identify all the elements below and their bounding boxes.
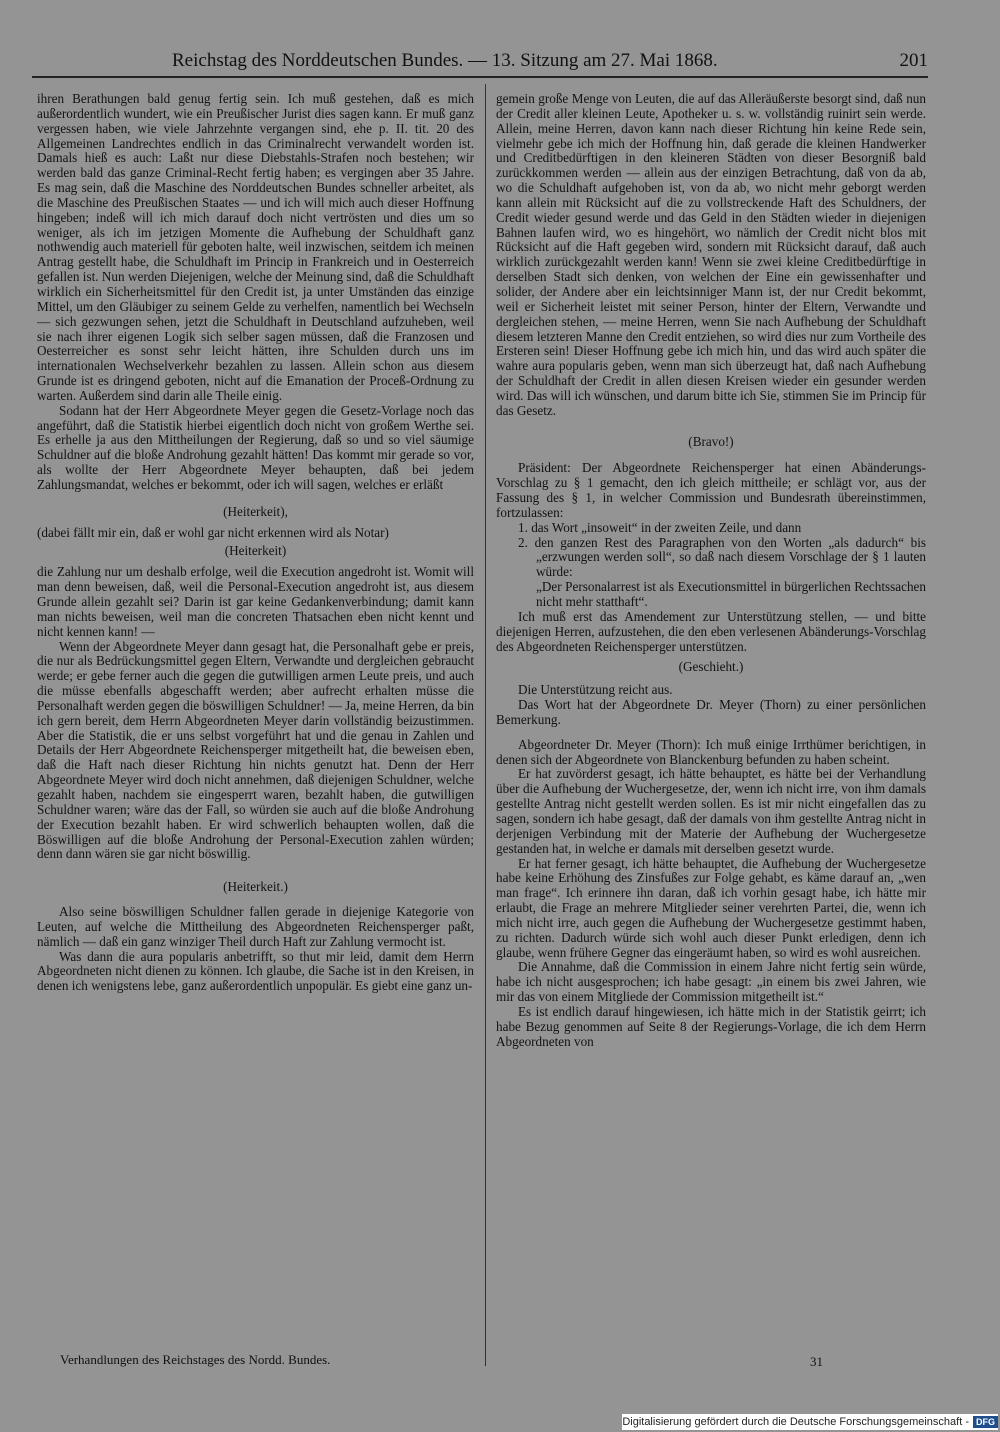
right-column — [496, 92, 926, 1049]
digitization-credit — [622, 1414, 998, 1430]
paragraph: gemein große Menge von Leuten, die auf das Alleräußerste besorgt sind, daß nun der Credit aller kleinen Leute, Apotheker u. s. w. vollständig ruinirt sein werde. Allein, meine Herren, davon kann nach dieser Richtung hin keine Rede sein, vielmehr gebe ich mich der Hoffnung hin, daß gerade die kleinen Handwerker und Creditbedürftigen in den kleineren Städten von dieser Besorgniß bald zurückkommen werden — allein aus der einzigen Betrachtung, daß von da ab, wo die Schuldhaft aufgehoben ist, von da ab, wo nicht mehr geborgt werden kann allein mit Rücksicht auf die zu vollstreckende Haft des Schuldners, der Credit wieder gesund werde und das Geld in den Städten wieder in diejenigen Bahnen laufen wird, wo es hingehört, wo nämlich der Credit nicht blos mit Rücksicht auf die Haft gegeben wird, sondern mit Rücksicht darauf, daß auch wirklich zurückgezahlt werden kann! Wenn sie zwei kleine Creditbedürftige in derselben Stadt sich denken, von welchen der Eine ein gewissenhafter und solider, der Andere aber ein leichtsinniger Mann ist, der nur Credit bekommt, weil er Sicherheit leistet mit seiner Person, hinter der Eltern, Verwandte und dergleichen stehen, — meine Herren, wenn Sie nach Aufhebung der Schuldhaft diesem letzteren Manne den Credit entziehen, so wird dies nur zum Vortheile des Ersteren sein! Dieser Hoffnung gebe ich mich hin, und das wird auch später die wahre aura popularis geben, wenn man sich überzeugt hat, daß nach Aufhebung der Schuldhaft der Credit in allen diesen Kreisen wieder ein gesunder werden wird. Das will ich wünschen, und darum bitte ich Sie, stimmen Sie im Princip für das Gesetz. — [496, 91, 926, 418]
sheet-number: 31 — [810, 1354, 823, 1369]
interjection: (Bravo!) — [688, 433, 734, 449]
paragraph: Die Unterstützung reicht aus. — [518, 682, 673, 698]
paragraph: Das Wort hat der Abgeordnete Dr. Meyer (Thorn) zu einer persönlichen Bemerkung. — [496, 697, 926, 727]
list-item: 2. den ganzen Rest des Paragraphen von den Worten „als dadurch“ bis „erzwungen werden soll“, so daß nach diesem Vorschlage der § 1 lauten würde: — [518, 534, 926, 580]
speaker-statement: Abgeordneter Dr. Meyer (Thorn): Ich muß einige Irrthümer berichtigen, in denen sich der Abgeordnete von Blanckenburg befunden zu haben scheint. — [496, 736, 926, 767]
list-item: 1. das Wort „insoweit“ in der zweiten Zeile, und dann — [518, 519, 802, 535]
paragraph: ihren Berathungen bald genug fertig sein. Ich muß gestehen, daß es mich außerordentlich wundert, wie ein Preußischer Jurist dies sagen kann. Er muß ganz vergessen haben, wie viele Jahrzehnte vergangen sind, ehe p. II. tit. 20 des Allgemeinen Landrechtes endlich in das Criminalrecht verwandelt worden ist. Damals hieß es auch: Laßt nur diese Diebstahls-Strafen noch bestehen; wir werden bald das ganze Criminal-Recht fertig haben; es vergingen aber 35 Jahre. Es mag sein, daß die Maschine des Norddeutschen Bundes schneller arbeitet, als die Maschine des Preußischen Staates — und ich will mich auch dieser Hoffnung hingeben; indeß will ich mich darauf doch nicht vertrösten und dies um so weniger, als ich im jetzigen Momente die Aufhebung der Schuldhaft ganz nothwendig auch materiell für geboten halte, weil inzwischen, seitdem ich meinen Antrag gestellt habe, die Schuldhaft im Princip in Frankreich und in Oesterreich gefallen ist. Nun werden Diejenigen, welche der Meinung sind, daß die Schuldhaft wirklich ein Sicherheitsmittel für den Credit ist, ja unter Umständen das einzige Mittel, um den Gläubiger zu seinem Gelde zu verhelfen, namentlich bei Wechseln — sich gezwungen sehen, jetzt die Schuldhaft in Deutschland aufzuheben, weil sie nach ihrer eigenen Logik sich selber sagen müssen, daß die Franzosen und Oesterreicher es sonst sehr leicht hätten, ihre Schulden durch uns im internationalen Wechselverkehr bezahlen zu lassen. Allein schon aus diesem Grunde ist es dringend geboten, nicht auf die Emanation der Proceß-Ordnung zu warten. Außerdem sind darin alle Theile einig. — [37, 91, 474, 403]
paragraph: Es ist endlich darauf hingewiesen, ich hätte mich in der Statistik geirrt; ich habe Bezug genommen auf Seite 8 der Regierungs-Vorlage, die ich dem Herrn Abgeordneten von — [496, 1003, 926, 1049]
paragraph: die Zahlung nur um deshalb erfolge, weil die Execution angedroht ist. Womit will man denn beweisen, daß, weil die Personal-Execution angedroht ist, aus diesem Grunde allein gezahlt sei? Darin ist gar keine Gedankenverbindung; damit kann man nichts beweisen, weil man die concreten Thatsachen eben nicht kennt und nicht kennen kann! — — [37, 564, 474, 639]
interjection: (Geschieht.) — [678, 659, 744, 675]
paragraph: Sodann hat der Herr Abgeordnete Meyer gegen die Gesetz-Vorlage noch das angeführt, daß die Statistik hierbei eigentlich doch nicht von großem Werthe sei. Es erhelle ja aus den Mittheilungen der Regierung, daß so und so viel säumige Schuldner auf die bloße Androhung gezahlt hätten! Das kommt mir gerade so vor, als wollte der Herr Abgeordnete Meyer behaupten, daß bei jedem Zahlungsmandat, welches er bekommt, oder ich will sagen, welches er erläßt — [37, 402, 474, 492]
paragraph: Die Annahme, daß die Commission in einem Jahre nicht fertig sein würde, habe ich nicht ausgesprochen; ich habe gesagt: „in einem bis zwei Jahren, wie mir das von einem Mitgliede der Commission mitgetheilt ist.“ — [496, 959, 926, 1005]
credit-text: Digitalisierung gefördert durch die Deutsche Forschungsgemeinschaft - — [622, 1416, 969, 1428]
dfg-logo: DFG — [973, 1416, 998, 1428]
page-number: 201 — [899, 50, 928, 71]
paragraph: Ich muß erst das Amendement zur Unterstützung stellen, — und bitte diejenigen Herren, aufzustehen, die den eben verlesenen Abänderungs-Vorschlag des Abgeordneten Reichensperger unterstützen. — [496, 608, 926, 654]
paragraph: (dabei fällt mir ein, daß er wohl gar nicht erkennen wird als Notar) — [37, 524, 389, 540]
interjection: (Heiterkeit.) — [223, 879, 288, 895]
quoted-text: „Der Personalarrest ist als Executionsmittel in bürgerlichen Rechtssachen nicht mehr statthaft“. — [536, 579, 926, 609]
president-statement: Präsident: Der Abgeordnete Reichensperger hat einen Abänderungs-Vorschlag zu § 1 gemacht, den ich gleich mittheile; er schlägt vor, aus der Fassung des § 1, in welcher Commission und Bundesrath übereinstimmen, fortzulassen: — [496, 460, 926, 520]
running-header — [32, 50, 928, 78]
paragraph: Also seine böswilligen Schuldner fallen gerade in diejenige Kategorie von Leuten, auf welche die Mittheilung des Abgeordneten Reichensperger paßt, nämlich — daß ein ganz winziger Theil durch Haft zur Zahlung vermocht ist. — [37, 904, 474, 949]
column-divider — [485, 84, 486, 1366]
paragraph: Wenn der Abgeordnete Meyer dann gesagt hat, die Personalhaft gebe er preis, die nur als Bedrückungsmittel gegen Eltern, Verwandte und dergleichen gebraucht werde; er gebe ferner auch die gegen die gutwilligen armen Leute preis, und auch die müsse ebenfalls abgeschafft werden; aber aufrecht erhalten müsse die Personalhaft werden gegen die böswilligen Schuldner! — Ja, meine Herren, da bin ich gern bereit, dem Herrn Abgeordneten Meyer darin vollständig beizustimmen. Aber die Statistik, die er uns selbst vorgeführt hat und die genau in Zahlen und Details der Herr Abgeordnete Reichensperger mitgetheilt hat, die beweisen eben, daß die Haft nach dieser Richtung hin nichts genutzt hat. Denn der Herr Abgeordnete Meyer wird doch nicht annehmen, daß diejenigen Schuldner, welche gezahlt haben, nachdem sie eingesperrt waren, bezahlt haben, die gutwilligen Schuldner waren; wäre das der Fall, so würden sie auch auf die bloße Androhung der Execution bezahlt haben. Er wird schwerlich behaupten wollen, daß die Böswilligen auf die bloße Androhung der Personal-Execution zahlen würden; denn dann wären sie gar nicht böswillig. — [37, 638, 474, 862]
left-column — [37, 92, 474, 994]
interjection: (Heiterkeit) — [224, 543, 287, 559]
paragraph: Was dann die aura popularis anbetrifft, so thut mir leid, damit dem Herrn Abgeordneten nicht dienen zu können. Ich glaube, die Sache ist in den Kreisen, in denen ich wenigstens lebe, ganz außerordentlich unpopulär. Es giebt eine ganz un- — [37, 948, 474, 994]
header-title: Reichstag des Norddeutschen Bundes. — 13. Sitzung am 27. Mai 1868. — [172, 50, 718, 71]
paragraph: Er hat ferner gesagt, ich hätte behauptet, die Aufhebung der Wuchergesetze habe keine Erhöhung des Zinsfußes zur Folge gehabt, es käme darauf an, „wen man frage“. Ich erinnere ihn daran, daß ich vorhin gesagt habe, ich hätte mir erlaubt, die Frage an mehrere Mitglieder seiner verehrten Partei, die, wenn ich mich nicht irre, auch gegen die Aufhebung der Wuchergesetze gestimmt haben, zu richten. Dadurch würde sich wohl auch dieser Punkt erledigen, denn ich glaube, wenn frühere Gegner das eingeräumt haben, so wird es wohl ausreichen. — [496, 855, 926, 960]
interjection: (Heiterkeit), — [223, 503, 288, 519]
footer-source: Verhandlungen des Reichstages des Nordd. Bundes. — [60, 1352, 331, 1367]
paragraph: Er hat zuvörderst gesagt, ich hätte behauptet, es hätte bei der Verhandlung über die Aufhebung der Wuchergesetze, der, wenn ich nicht irre, von ihm damals gestellte Antrag nicht gestellt werden sollen. Es ist mir nicht eingefallen das zu sagen, sondern ich habe gesagt, daß der damals von ihm gestellte Antrag nicht in derjenigen Verbindung mit der Materie der Aufhebung der Wuchergesetze gestanden hat, in welche er damals mit derselben gesetzt wurde. — [496, 766, 926, 856]
